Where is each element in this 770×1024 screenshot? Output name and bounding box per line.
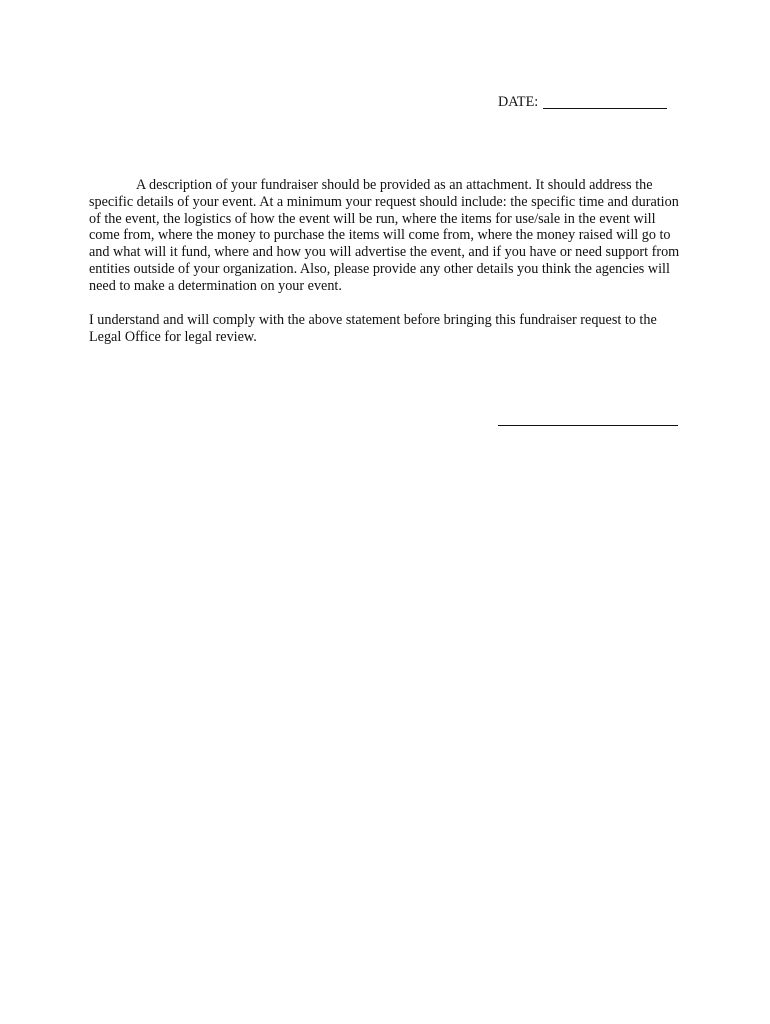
compliance-statement-paragraph: I understand and will comply with the above statement before bringing this fundraiser request to the Legal Office for legal review. — [89, 312, 657, 345]
date-blank-line — [543, 108, 667, 109]
fundraiser-description-paragraph: A description of your fundraiser should be provided as an attachment. It should address the specific details of your event. At a minimum your request should include: the specific time and duration of the event, the logistics of how the event will be run, where the items for use/sale in the event will come from, where the money to purchase the items will come from, where the money raised will go to and what will it fund, where and how you will advertise the event, and if you have or need support from entities outside of your organization. Also, please provide any other details you think the agencies will need to make a determination on your event. — [89, 177, 680, 294]
date-label: DATE: — [498, 94, 539, 110]
date-field — [498, 92, 667, 112]
signature-line — [498, 425, 678, 426]
